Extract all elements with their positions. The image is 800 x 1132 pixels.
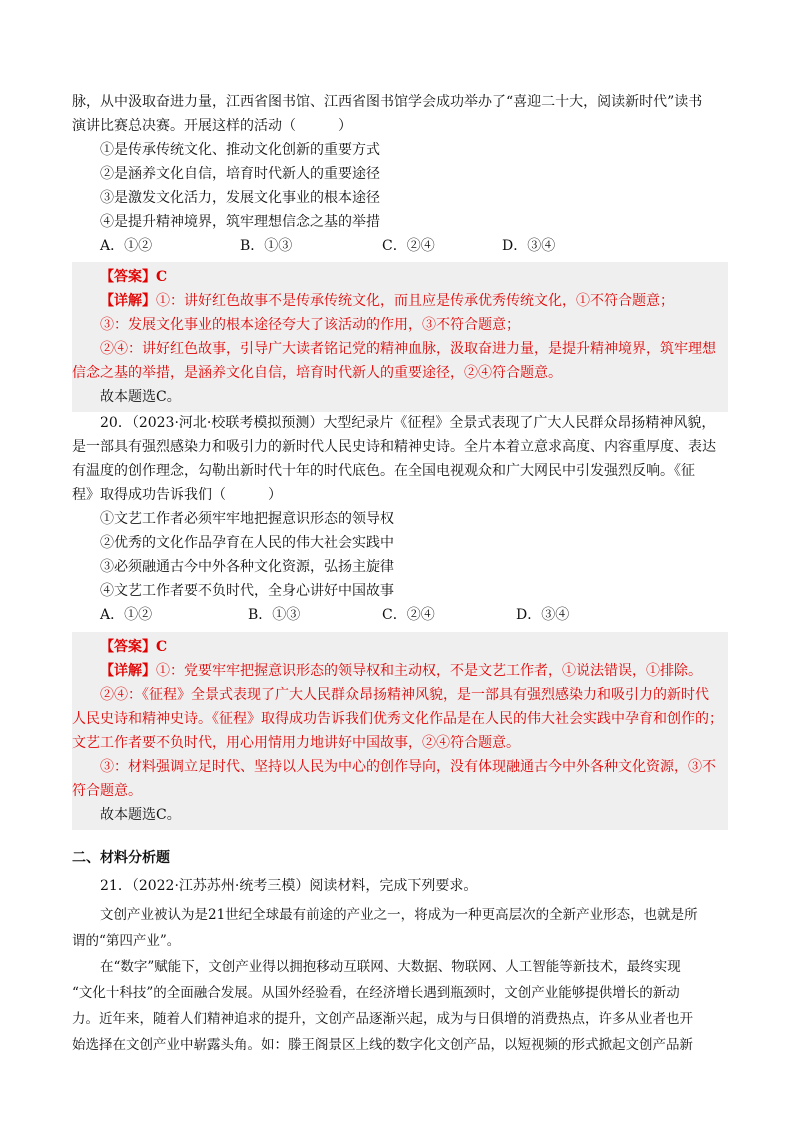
- answer-block-20: [72, 632, 728, 830]
- material-line: 文创产业被认为是21世纪全球最有前途的产业之一，将成为一种更高层次的全新产业形态，也就是所: [100, 907, 698, 923]
- question-stem-line: 21．（2022·江苏苏州·统考三模）阅读材料，完成下列要求。: [100, 878, 478, 894]
- answer-block-19: [72, 262, 728, 412]
- material-line: 在“数字”赋能下，文创产业得以拥抱移动互联网、大数据、物联网、人工智能等新技术，最终实现: [100, 959, 681, 975]
- answer-value: C: [156, 639, 168, 655]
- question-stem-line: 是一部具有强烈感染力和吸引力的新时代人民史诗和精神史诗。全片本着立意求高度、内容重厚度、表达: [72, 439, 716, 455]
- statement-item: ③必须融通古今中外各种文化资源，弘扬主旋律: [100, 559, 394, 575]
- statement-item: ①文艺工作者必须牢牢地把握意识形态的领导权: [100, 511, 394, 527]
- option-a: A．①②: [100, 607, 153, 623]
- question-stem-line: 有温度的创作理念，勾勒出新时代十年的时代底色。在全国电视观众和广大网民中引发强烈反响。《征: [72, 463, 695, 479]
- detail-line: ②④：《征程》全景式表现了广大人民群众昂扬精神风貌，是一部具有强烈感染力和吸引力的新时代: [100, 687, 709, 703]
- material-line: 谓的“第四产业”。: [72, 933, 181, 949]
- detail-text: ①：党要牢牢把握意识形态的领导权和主动权，不是文艺工作者，①说法错误，①排除。: [156, 663, 702, 679]
- detail-line: ③：材料强调立足时代、坚持以人民为中心的创作导向，没有体现融通古今中外各种文化资源，③不: [100, 759, 716, 775]
- statement-item: ②优秀的文化作品孕育在人民的伟大社会实践中: [100, 535, 394, 551]
- option-c: C．②④: [382, 238, 435, 254]
- option-d: D．③④: [502, 238, 556, 254]
- answer-options: [72, 603, 728, 627]
- conclusion-line: 故本题选C。: [100, 807, 181, 823]
- material-line: 始选择在文创产业中崭露头角。如：滕王阁景区上线的数字化文创产品，以短视频的形式掀起文创产品新: [72, 1037, 693, 1053]
- question-19: [72, 90, 728, 258]
- detail-label: 【详解】: [100, 663, 156, 679]
- answer-value: C: [156, 269, 168, 285]
- statement-item: ②是涵养文化自信，培育时代新人的重要途径: [100, 166, 380, 182]
- option-a: A．①②: [100, 238, 153, 254]
- question-stem-line: 脉，从中汲取奋进力量，江西省图书馆、江西省图书馆学会成功举办了“喜迎二十大，阅读新时代”读书: [72, 94, 703, 110]
- detail-line: 符合题意。: [72, 783, 142, 799]
- option-b: B．①③: [248, 607, 301, 623]
- section-2: [72, 846, 728, 1058]
- statement-item: ④是提升精神境界，筑牢理想信念之基的举措: [100, 214, 380, 230]
- statement-item: ③是激发文化活力，发展文化事业的根本途径: [100, 190, 380, 206]
- answer-options: [72, 234, 728, 258]
- option-c: C．②④: [382, 607, 435, 623]
- material-line: 力。近年来，随着人们精神追求的提升，文创产品逐渐兴起，成为与日俱增的消费热点，许多从业者也开: [72, 1011, 693, 1027]
- option-d: D．③④: [516, 607, 570, 623]
- detail-line: 信念之基的举措，是涵养文化自信，培育时代新人的重要途径，②④符合题意。: [72, 365, 562, 381]
- detail-line: 人民史诗和精神史诗。《征程》取得成功告诉我们优秀文化作品是在人民的伟大社会实践中孕育和创作的；: [72, 711, 723, 727]
- detail-line: 文艺工作者要不负时代，用心用情用力地讲好中国故事，②④符合题意。: [72, 735, 520, 751]
- answer-label: 【答案】: [100, 269, 156, 285]
- answer-label: 【答案】: [100, 639, 156, 655]
- answer-line: [72, 635, 728, 659]
- material-line: “文化十科技”的全面融合发展。从国外经验看，在经济增长遇到瓶颈时，文创产业能够提供增长的新动: [72, 985, 680, 1001]
- option-b: B．①③: [240, 238, 293, 254]
- statement-item: ④文艺工作者要不负时代，全身心讲好中国故事: [100, 583, 394, 599]
- detail-text: ①：讲好红色故事不是传承传统文化，而且应是传承优秀传统文化，①不符合题意；: [156, 293, 674, 309]
- statement-item: ①是传承传统文化、推动文化创新的重要方式: [100, 142, 380, 158]
- detail-line: [72, 289, 728, 313]
- detail-line: ②④：讲好红色故事，引导广大读者铭记党的精神血脉，汲取奋进力量，是提升精神境界，筑牢理想: [100, 341, 716, 357]
- question-stem-line: 演讲比赛总决赛。开展这样的活动（ ）: [72, 118, 352, 134]
- material-passage: [72, 902, 728, 1058]
- detail-line: [72, 659, 728, 683]
- question-20: [72, 411, 728, 627]
- section-heading: 二、材料分析题: [72, 850, 170, 866]
- detail-line: ③：发展文化事业的根本途径夸大了该活动的作用，③不符合题意；: [100, 317, 520, 333]
- answer-line: [72, 265, 728, 289]
- conclusion-line: 故本题选C。: [100, 389, 181, 405]
- question-stem-line: 20．（2023·河北·校联考模拟预测）大型纪录片《征程》全景式表现了广大人民群众昂扬精神风貌，: [100, 415, 716, 431]
- question-stem-line: 程》取得成功告诉我们（ ）: [72, 487, 282, 503]
- detail-label: 【详解】: [100, 293, 156, 309]
